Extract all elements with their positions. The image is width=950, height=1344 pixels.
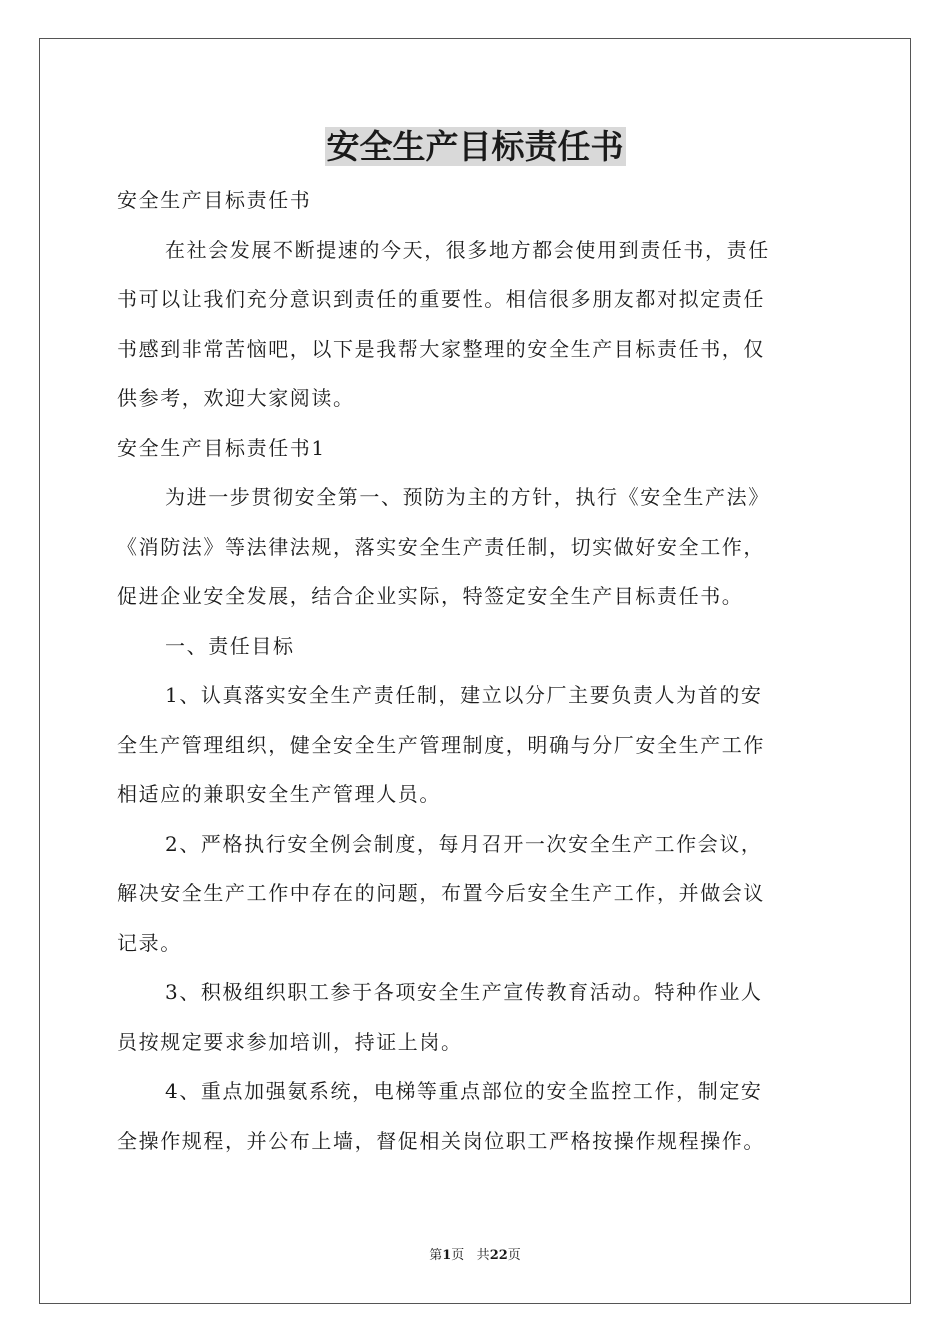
footer-page-prefix: 第 (429, 1248, 443, 1263)
paragraph-line: 3、积极组织职工参于各项安全生产宣传教育活动。特种作业人 (165, 980, 763, 1004)
paragraph-line: 员按规定要求参加培训，持证上岗。 (117, 1029, 463, 1054)
paragraph-line: 安全生产目标责任书 (117, 188, 312, 212)
paragraph-line: 安全生产目标责任书1 (117, 435, 326, 460)
paragraph-line: 1、认真落实安全生产责任制，建立以分厂主要负责人为首的安 (165, 683, 763, 707)
paragraph-line: 相适应的兼职安全生产管理人员。 (117, 782, 441, 806)
paragraph-line: 书感到非常苦恼吧，以下是我帮大家整理的安全生产目标责任书，仅 (117, 336, 765, 361)
document-title-text: 安全生产目标责任书 (326, 127, 624, 166)
paragraph-line: 全操作规程，并公布上墙，督促相关岗位职工严格按操作规程操作。 (117, 1128, 765, 1153)
footer-total-suffix: 页 (507, 1248, 521, 1263)
paragraph-line: 在社会发展不断提速的今天，很多地方都会使用到责任书，责任 (165, 237, 770, 262)
paragraph-line: 《消防法》等法律法规，落实安全生产责任制，切实做好安全工作， (117, 534, 765, 559)
paragraph-line: 供参考，欢迎大家阅读。 (117, 386, 355, 410)
footer-page-number: 1 (442, 1248, 452, 1263)
paragraph-line: 为进一步贯彻安全第一、预防为主的方针，执行《安全生产法》 (165, 485, 770, 509)
footer-total-prefix: 共 (476, 1248, 490, 1263)
footer-page-suffix: 页 (451, 1248, 465, 1263)
paragraph-line: 一、责任目标 (165, 633, 295, 658)
paragraph-line: 4、重点加强氨系统，电梯等重点部位的安全监控工作，制定安 (165, 1079, 763, 1103)
page-footer (0, 1247, 950, 1265)
paragraph-line: 解决安全生产工作中存在的问题，布置今后安全生产工作，并做会议 (117, 881, 765, 905)
document-title (0, 124, 950, 170)
document-body (117, 176, 833, 1166)
paragraph-line: 全生产管理组织，健全安全生产管理制度，明确与分厂安全生产工作 (117, 732, 765, 757)
paragraph-line: 书可以让我们充分意识到责任的重要性。相信很多朋友都对拟定责任 (117, 287, 765, 311)
paragraph-line: 2、严格执行安全例会制度，每月召开一次安全生产工作会议， (165, 831, 763, 856)
footer-total-pages: 22 (489, 1248, 508, 1263)
paragraph-line: 记录。 (117, 930, 182, 955)
paragraph-line: 促进企业安全发展，结合企业实际，特签定安全生产目标责任书。 (117, 584, 744, 608)
